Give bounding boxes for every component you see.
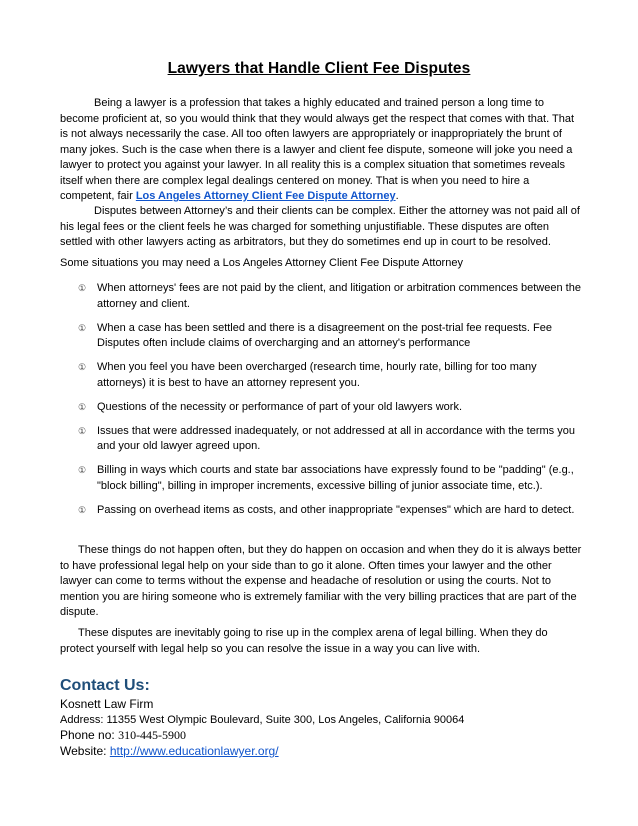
list-item: [60, 503, 582, 519]
bullet-icon: ①: [78, 465, 87, 475]
list-item: [60, 281, 582, 312]
bullet-icon: ①: [78, 362, 87, 372]
situations-intro: Some situations you may need a Los Angeles Attorney Client Fee Dispute Attorney: [60, 257, 463, 269]
bullet-icon: ①: [78, 401, 87, 412]
situations-list: [60, 281, 582, 527]
firm-name: Kosnett Law Firm: [60, 697, 154, 711]
fee-dispute-attorney-link[interactable]: Los Angeles Attorney Client Fee Dispute Attorney: [135, 190, 396, 202]
phone-label: Phone no:: [60, 728, 119, 742]
list-item: [60, 463, 582, 494]
list-item-text: When a case has been settled and there is a disagreement on the post-trial fee requests. Fee Disputes often include claims of overcharging and an attorney's performance: [97, 321, 552, 349]
website-link[interactable]: http://www.educationlawyer.org/: [109, 744, 279, 758]
website-line: [60, 744, 279, 759]
closing-paragraph-1: These things do not happen often, but they do happen on occasion and when they do it is always better to have professional legal help on your side than to go it alone. Often times your lawyer and the other lawyer can come to terms without the expense and headache of resolution or using the courts. Not to mention you are hiring someone who is extremely familiar with the very billing practices that are part of the dispute.: [60, 544, 582, 618]
list-item-text: When attorneys' fees are not paid by the client, and litigation or arbitration commences between the attorney and client.: [97, 282, 581, 310]
list-item-text: When you feel you have been overcharged (research time, hourly rate, billing for too many attorneys) it is best to have an attorney represent you.: [97, 361, 537, 389]
list-item: [60, 424, 582, 455]
list-item-text: Issues that were addressed inadequately, or not addressed at all in accordance with the terms you and your old lawyer agreed upon.: [97, 424, 575, 452]
website-label: Website:: [60, 744, 110, 758]
list-item-text: Billing in ways which courts and state bar associations have expressly found to be "padding" (e.g., "block billing", billing in improper increments, excessive billing of junior associate time, etc.).: [97, 464, 574, 492]
list-item: [60, 360, 582, 391]
disputes-paragraph: Disputes between Attorney’s and their clients can be complex. Either the attorney was not paid all of his legal fees or the client feels he was charged for something unjustifiable. These disputes are often settled with other lawyers acting as arbitrators, but they do sometimes end up in court to be resolved.: [60, 205, 580, 248]
intro-paragraph: [60, 96, 582, 205]
bullet-icon: ①: [78, 322, 87, 333]
list-item: [60, 321, 582, 352]
bullet-icon: ①: [78, 504, 87, 515]
contact-heading: Contact Us:: [60, 677, 150, 694]
bullet-icon: ①: [78, 283, 87, 293]
list-item-text: Passing on overhead items as costs, and other inappropriate "expenses" which are hard to detect.: [97, 503, 575, 516]
list-item: [60, 400, 582, 416]
phone-line: [60, 728, 186, 743]
phone-number: 310-445-5900: [118, 728, 187, 742]
intro-end: .: [395, 190, 399, 202]
closing-paragraph-2: These disputes are inevitably going to rise up in the complex arena of legal billing. When they do protect yourself with legal help so you can resolve the issue in a way you can live with.: [60, 627, 548, 655]
bullet-icon: ①: [78, 425, 87, 436]
page-title: Lawyers that Handle Client Fee Disputes: [167, 60, 471, 77]
intro-text: Being a lawyer is a profession that takes a highly educated and trained person a long time to become proficient at, so you would think that they would always get the respect that comes with that. That is not always necessarily the case. All too often lawyers are appropriately or inappropriately the brunt of many jokes. Such is the case when there is a lawyer and client fee dispute, someone will joke you need a lawyer to protect you against your lawyer. In all reality this is a complex situation that sometimes reveals itself when there are complex legal dealings centered on money. That is when you need to hire a competent, fair: [60, 97, 575, 202]
list-item-text: Questions of the necessity or performance of part of your old lawyers work.: [97, 400, 462, 413]
address-line: Address: 11355 West Olympic Boulevard, Suite 300, Los Angeles, California 90064: [60, 714, 465, 726]
